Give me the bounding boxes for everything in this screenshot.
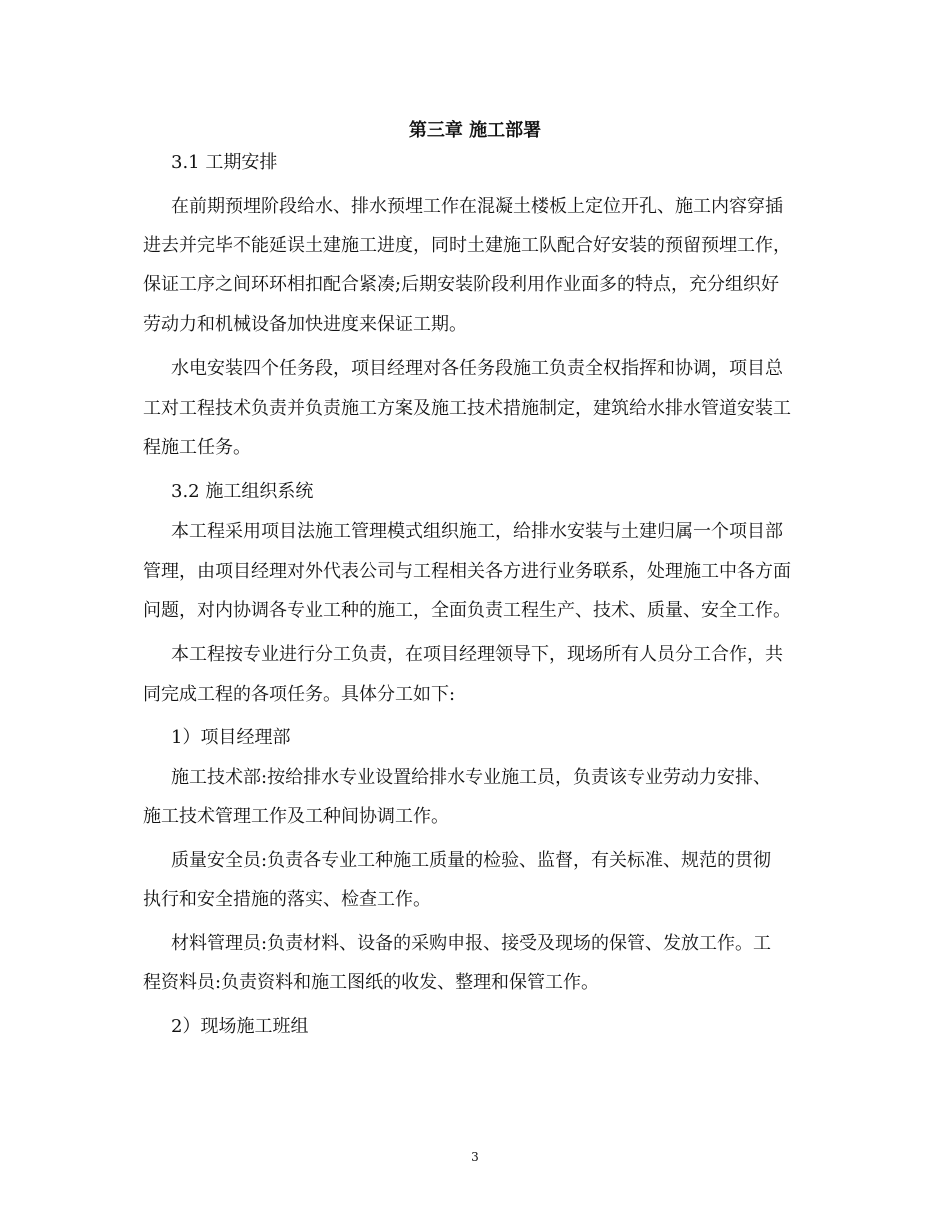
item-line: 材料管理员:负责材料、设备的采购申报、接受及现场的保管、发放工作。工 — [171, 933, 772, 954]
page-number: 3 — [471, 1150, 479, 1164]
section-heading-3-2: 3.2 施工组织系统 — [171, 481, 314, 502]
paragraph-line: 工对工程技术负责并负责施工方案及施工技术措施制定，建筑给水排水管道安装工 — [143, 398, 791, 419]
paragraph-line: 程施工任务。 — [143, 437, 251, 458]
paragraph-line: 管理，由项目经理对外代表公司与工程相关各方进行业务联系，处理施工中各方面 — [143, 561, 791, 582]
subsection-heading: 1）项目经理部 — [171, 727, 291, 748]
item-line: 施工技术部:按给排水专业设置给排水专业施工员，负责该专业劳动力安排、 — [171, 767, 772, 788]
paragraph-line: 水电安装四个任务段，项目经理对各任务段施工负责全权指挥和协调，项目总 — [171, 358, 783, 379]
paragraph-line: 在前期预埋阶段给水、排水预埋工作在混凝土楼板上定位开孔、施工内容穿插 — [171, 196, 783, 217]
subsection-heading: 2）现场施工班组 — [171, 1016, 309, 1037]
paragraph-line: 进去并完毕不能延误土建施工进度，同时土建施工队配合好安装的预留预埋工作， — [143, 235, 791, 256]
item-line: 施工技术管理工作及工种间协调工作。 — [143, 806, 449, 827]
paragraph-line: 同完成工程的各项任务。具体分工如下: — [143, 684, 456, 705]
paragraph-line: 劳动力和机械设备加快进度来保证工期。 — [143, 314, 467, 335]
paragraph-line: 本工程按专业进行分工负责，在项目经理领导下，现场所有人员分工合作，共 — [171, 644, 783, 665]
item-line: 程资料员:负责资料和施工图纸的收发、整理和保管工作。 — [143, 972, 600, 993]
paragraph-line: 问题，对内协调各专业工种的施工，全面负责工程生产、技术、质量、安全工作。 — [143, 600, 791, 621]
item-line: 执行和安全措施的落实、检查工作。 — [143, 889, 431, 910]
item-line: 质量安全员:负责各专业工种施工质量的检验、监督，有关标准、规范的贯彻 — [171, 850, 772, 871]
section-heading-3-1: 3.1 工期安排 — [171, 152, 278, 173]
paragraph-line: 本工程采用项目法施工管理模式组织施工，给排水安装与土建归属一个项目部 — [171, 521, 783, 542]
paragraph-line: 保证工序之间环环相扣配合紧凑;后期安装阶段利用作业面多的特点，充分组织好 — [143, 274, 780, 295]
chapter-title: 第三章 施工部署 — [408, 120, 542, 141]
